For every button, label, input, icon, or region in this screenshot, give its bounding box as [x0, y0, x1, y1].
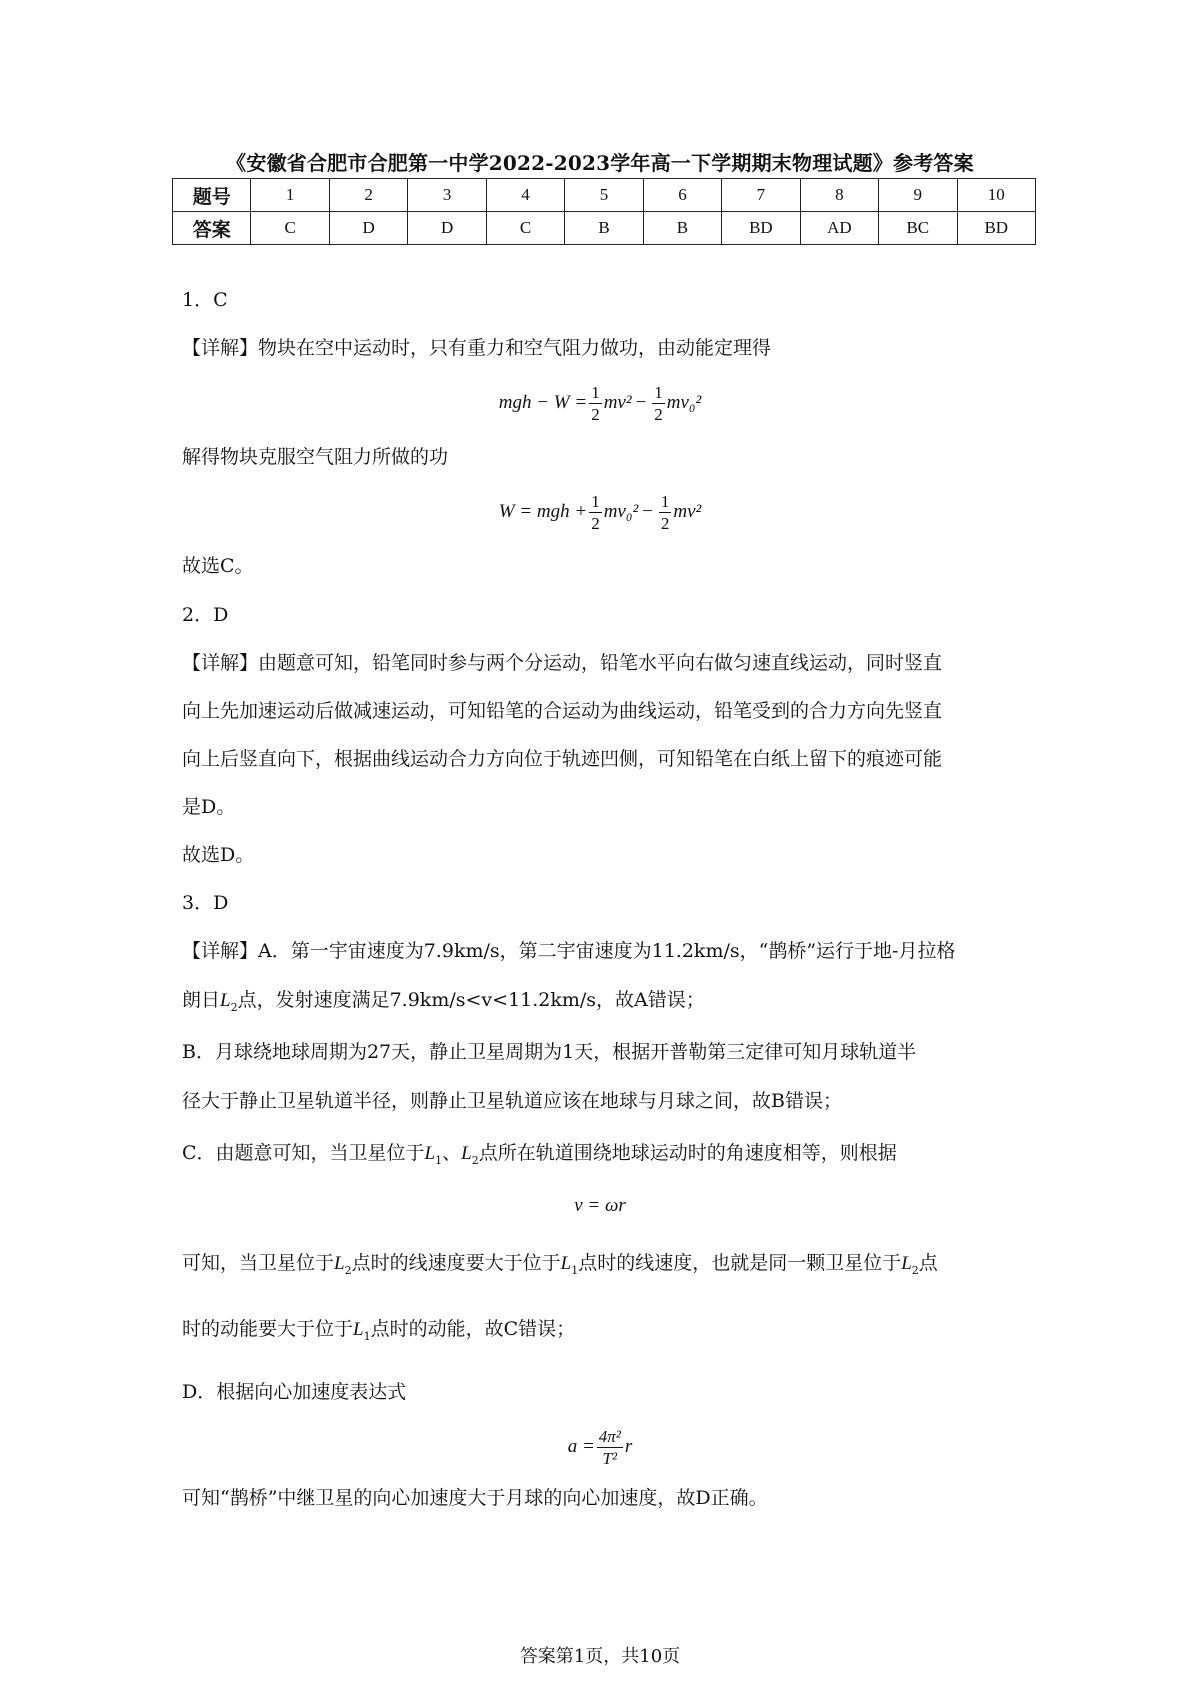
q3-heading: 3．D: [182, 892, 229, 914]
formula-operator: −: [635, 392, 647, 413]
q2-line-3: 向上后竖直向下，根据曲线运动合力方向位于轨迹凹侧，可知铅笔在白纸上留下的痕迹可能: [182, 748, 943, 770]
table-cell: BD: [722, 212, 800, 245]
fraction-denominator: T²: [602, 1448, 618, 1468]
fraction: [597, 1428, 623, 1467]
formula-term: mv₀²: [666, 392, 702, 413]
table-cell: BD: [957, 212, 1035, 245]
q3-option-c-line-2: [182, 1252, 938, 1277]
q3-option-a-line-2: [182, 989, 705, 1014]
text-run: 点时的线速度，也就是同一颗卫星位于: [578, 1252, 902, 1274]
text-run: 时的动能要大于位于: [182, 1318, 354, 1340]
subscript: 2: [344, 1263, 352, 1277]
table-cell: D: [408, 212, 486, 245]
formula-term: mv²: [603, 392, 632, 413]
text-run: 点所在轨道围绕地球运动时的角速度相等，则根据: [478, 1142, 897, 1164]
text-run: 点，发射速度满足7.9km/s<v<11.2km/s，故A错误；: [237, 989, 705, 1011]
q3-option-a-line-1: 【详解】A．第一宇宙速度为7.9km/s，第二宇宙速度为11.2km/s，“鹊桥”运行于地-月拉格: [182, 940, 956, 962]
fraction-numerator: 1: [660, 491, 670, 511]
fraction-denominator: 2: [654, 404, 663, 424]
fraction-denominator: 2: [591, 404, 600, 424]
table-header-cell: 题号: [173, 179, 251, 212]
q1-detail: 【详解】物块在空中运动时，只有重力和空气阻力做功，由动能定理得: [182, 337, 772, 359]
table-cell: 5: [565, 179, 643, 212]
fraction-numerator: 1: [591, 491, 600, 511]
table-cell: 10: [957, 179, 1035, 212]
symbol-l2: L: [220, 990, 231, 1011]
text-run: 、: [442, 1142, 462, 1164]
text-run: C．由题意可知，当卫星位于: [182, 1142, 425, 1164]
page-title: 《安徽省合肥市合肥第一中学2022-2023学年高一下学期期末物理试题》参考答案: [226, 151, 974, 175]
table-cell: AD: [800, 212, 878, 245]
formula-term: a =: [567, 1436, 595, 1457]
table-cell: B: [643, 212, 721, 245]
q1-line-2: 解得物块克服空气阻力所做的功: [182, 446, 449, 468]
table-row: [173, 212, 1036, 245]
subscript: 2: [230, 1000, 238, 1014]
text-run: 点: [918, 1252, 938, 1274]
formula-term: r: [624, 1436, 633, 1457]
text-run: 可知，当卫星位于: [182, 1252, 335, 1274]
text-run: 点时的线速度要大于位于: [351, 1252, 561, 1274]
table-row: [173, 179, 1036, 212]
subscript: 2: [911, 1263, 919, 1277]
q3-option-b-line-2: 径大于静止卫星轨道半径，则静止卫星轨道应该在地球与月球之间，故B错误；: [182, 1090, 842, 1112]
table-cell: 9: [879, 179, 957, 212]
q1-formula-2: [0, 484, 1200, 540]
table-cell: BC: [879, 212, 957, 245]
fraction: [652, 384, 665, 423]
table-cell: 2: [329, 179, 407, 212]
table-cell: C: [251, 212, 329, 245]
table-cell: 8: [800, 179, 878, 212]
fraction-numerator: 1: [591, 382, 600, 402]
q1-conclusion: 故选C。: [182, 555, 254, 577]
q3-formula-c: v = ωr: [574, 1195, 626, 1216]
formula-term: mv²: [673, 501, 702, 522]
table-cell: C: [486, 212, 564, 245]
q1-formula-1: [0, 375, 1200, 431]
text-run: 点时的动能，故C错误；: [370, 1318, 576, 1340]
text-run: 朗日: [182, 989, 221, 1011]
symbol-l1: L: [353, 1319, 364, 1340]
table-cell: 3: [408, 179, 486, 212]
q3-option-c-line-3: [182, 1318, 575, 1343]
q1-heading: 1．C: [182, 289, 228, 311]
fraction: [589, 493, 602, 532]
subscript: 1: [363, 1329, 371, 1343]
subscript: 2: [471, 1153, 479, 1167]
table-cell: D: [329, 212, 407, 245]
q3-option-c-line-1: [182, 1142, 897, 1167]
formula-operator: −: [642, 501, 653, 522]
table-cell: 6: [643, 179, 721, 212]
table-cell: 1: [251, 179, 329, 212]
formula-term: mgh − W =: [498, 392, 588, 413]
symbol-l2: L: [334, 1253, 345, 1274]
q3-option-d-line-1: D．根据向心加速度表达式: [182, 1381, 407, 1403]
fraction-denominator: 2: [591, 513, 600, 533]
table-cell: 4: [486, 179, 564, 212]
q2-heading: 2．D: [182, 604, 229, 626]
q2-line-4: 是D。: [182, 796, 236, 818]
symbol-l2: L: [901, 1253, 912, 1274]
table-cell: B: [565, 212, 643, 245]
q3-formula-d: [0, 1418, 1200, 1476]
fraction-denominator: 2: [660, 513, 670, 533]
table-header-cell: 答案: [173, 212, 251, 245]
symbol-l1: L: [424, 1143, 436, 1164]
q3-option-d-line-2: 可知“鹊桥”中继卫星的向心加速度大于月球的向心加速度，故D正确。: [182, 1487, 768, 1509]
q2-line-2: 向上先加速运动后做减速运动，可知铅笔的合运动为曲线运动，铅笔受到的合力方向先竖直: [182, 700, 943, 722]
q2-conclusion: 故选D。: [182, 844, 255, 866]
fraction: [659, 493, 672, 532]
symbol-l1: L: [560, 1253, 572, 1274]
page-footer: 答案第1页，共10页: [519, 1646, 681, 1667]
formula-term: W = mgh +: [498, 501, 588, 522]
answer-table: [172, 178, 1036, 245]
table-cell: 7: [722, 179, 800, 212]
symbol-l2: L: [461, 1143, 472, 1164]
formula-term: mv₀²: [603, 501, 639, 522]
q3-option-b-line-1: B．月球绕地球周期为27天，静止卫星周期为1天，根据开普勒第三定律可知月球轨道半: [182, 1041, 917, 1063]
subscript: 1: [571, 1263, 579, 1277]
subscript: 1: [435, 1153, 443, 1167]
q2-line-1: 【详解】由题意可知，铅笔同时参与两个分运动，铅笔水平向右做匀速直线运动，同时竖直: [182, 652, 943, 674]
fraction: [589, 384, 602, 423]
fraction-numerator: 1: [654, 382, 663, 402]
fraction-numerator: 4π²: [598, 1426, 621, 1446]
